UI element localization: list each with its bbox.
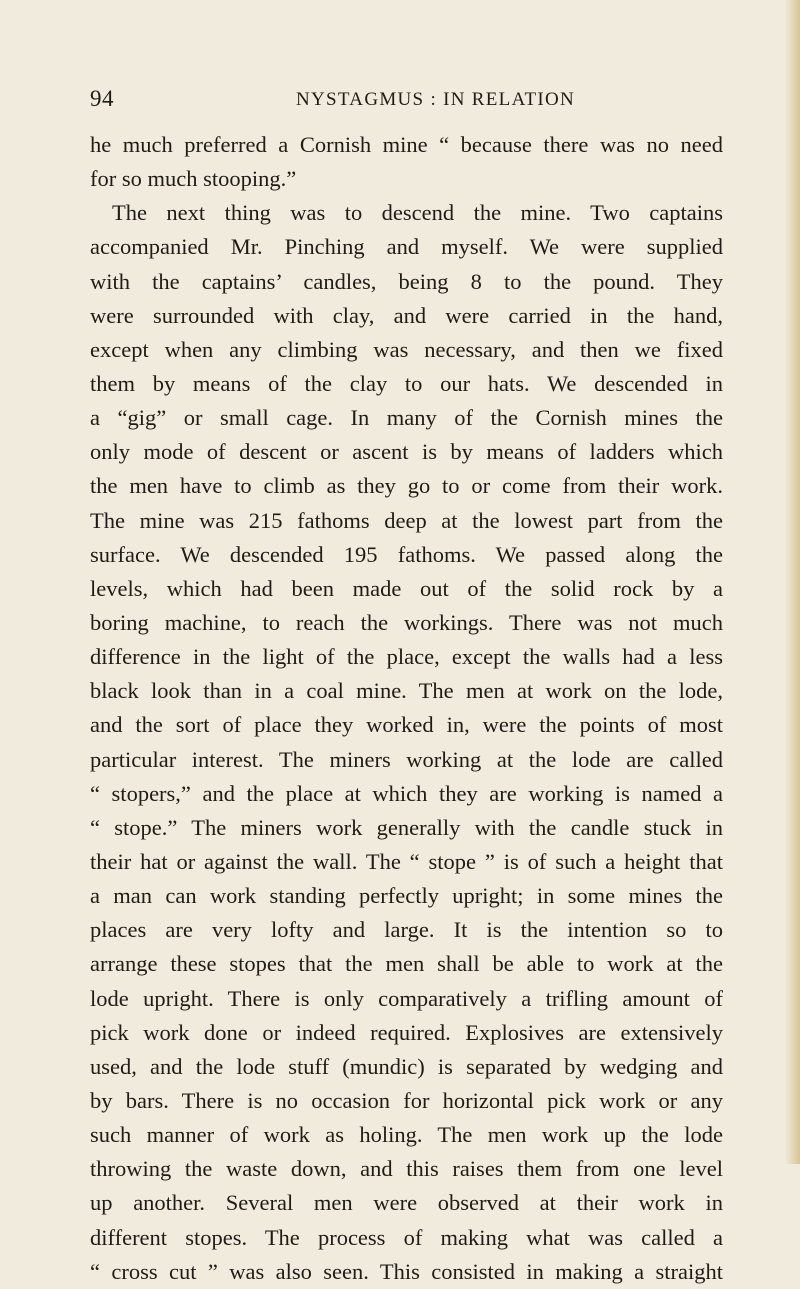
text-line: used, and the lode stuff (mundic) is separated by wedging and [90, 1053, 723, 1079]
text-line: throwing the waste down, and this raises them from one level [90, 1156, 723, 1182]
text-line: with the captains’ candles, being 8 to the pound. They [90, 268, 723, 294]
text-line: for so much stooping.” [90, 166, 297, 192]
text-line: he much preferred a Cornish mine “ because there was no need [90, 132, 723, 157]
text-line: were surrounded with clay, and were carried in the hand, [90, 302, 723, 328]
text-line: “ cross cut ” was also seen. This consisted in making a straight [90, 1258, 723, 1284]
text-line: a “gig” or small cage. In many of the Cornish mines the [90, 405, 723, 431]
text-line: The mine was 215 fathoms deep at the lowest part from the [90, 507, 723, 533]
text-line: by bars. There is no occasion for horizontal pick work or any [90, 1087, 723, 1113]
text-line: different stopes. The process of making what was called a [90, 1224, 723, 1250]
text-line: boring machine, to reach the workings. There was not much [90, 609, 723, 635]
text-line: difference in the light of the place, except the walls had a less [90, 644, 723, 670]
text-line: them by means of the clay to our hats. We descended in [90, 370, 723, 396]
text-line: levels, which had been made out of the solid rock by a [90, 575, 723, 601]
text-line: black look than in a coal mine. The men at work on the lode, [90, 678, 723, 704]
page-number: 94 [90, 86, 114, 111]
text-line: up another. Several men were observed at their work in [90, 1190, 723, 1216]
text-line: particular interest. The miners working at the lode are called [90, 746, 723, 772]
text-line: only mode of descent or ascent is by means of ladders which [90, 439, 723, 465]
text-line: and the sort of place they worked in, were the points of most [90, 712, 723, 738]
running-head [90, 86, 723, 116]
text-line: except when any climbing was necessary, and then we fixed [90, 336, 723, 362]
text-line: places are very lofty and large. It is the intention so to [90, 917, 723, 943]
text-line: pick work done or indeed required. Explosives are extensively [90, 1019, 723, 1045]
text-line: such manner of work as holing. The men work up the lode [90, 1122, 723, 1148]
text-line: accompanied Mr. Pinching and myself. We were supplied [90, 234, 723, 260]
text-line: a man can work standing perfectly upright; in some mines the [90, 883, 723, 909]
page-edge [786, 0, 800, 1164]
running-title: NYSTAGMUS : IN RELATION [296, 89, 576, 110]
text-line: The next thing was to descend the mine. Two captains [112, 200, 723, 226]
text-line: surface. We descended 195 fathoms. We passed along the [90, 541, 723, 567]
text-line: “ stope.” The miners work generally with the candle stuck in [90, 814, 723, 840]
text-line: the men have to climb as they go to or come from their work. [90, 473, 723, 499]
text-line: arrange these stopes that the men shall be able to work at the [90, 951, 723, 977]
text-line: their hat or against the wall. The “ stope ” is of such a height that [90, 848, 723, 874]
text-line: lode upright. There is only comparatively a trifling amount of [90, 985, 723, 1011]
body-text [90, 128, 723, 1289]
text-line: “ stopers,” and the place at which they are working is named a [90, 780, 723, 806]
